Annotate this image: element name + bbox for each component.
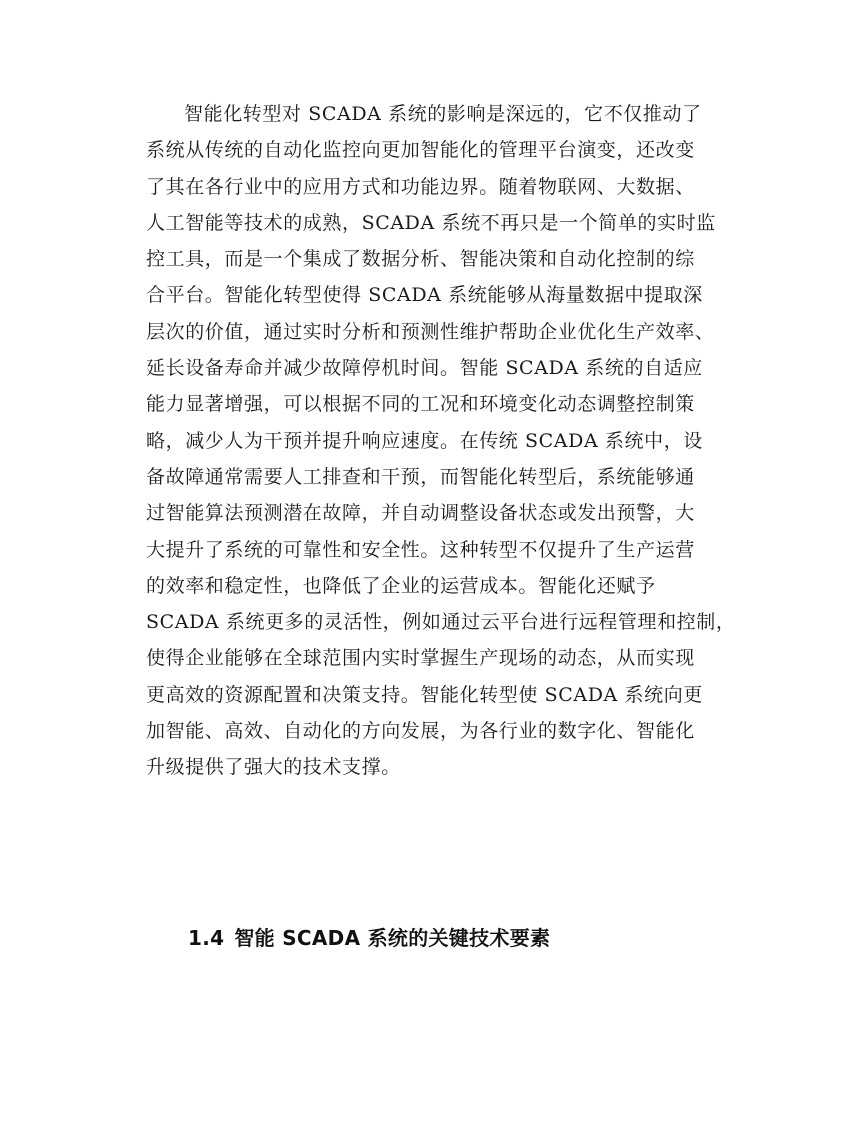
paragraph-line: 加智能、高效、自动化的方向发展，为各行业的数字化、智能化 bbox=[146, 720, 695, 743]
paragraph-line: 系统从传统的自动化监控向更加智能化的管理平台演变，还改变 bbox=[146, 139, 695, 162]
body-paragraph bbox=[146, 96, 736, 786]
paragraph-line: 升级提供了强大的技术支撑。 bbox=[146, 756, 401, 779]
paragraph-line: 了其在各行业中的应用方式和功能边界。随着物联网、大数据、 bbox=[146, 175, 695, 198]
paragraph-line: 过智能算法预测潜在故障，并自动调整设备状态或发出预警，大 bbox=[146, 502, 695, 525]
section-number: 1.4 bbox=[188, 926, 225, 950]
paragraph-line: 能力显著增强，可以根据不同的工况和环境变化动态调整控制策 bbox=[146, 393, 695, 416]
paragraph-line: 人工智能等技术的成熟，SCADA 系统不再只是一个简单的实时监 bbox=[146, 211, 716, 234]
paragraph-line: 的效率和稳定性，也降低了企业的运营成本。智能化还赋予 bbox=[146, 574, 656, 597]
paragraph-line: 延长设备寿命并减少故障停机时间。智能 SCADA 系统的自适应 bbox=[146, 357, 703, 380]
paragraph-line: 备故障通常需要人工排查和干预，而智能化转型后，系统能够通 bbox=[146, 465, 695, 488]
section-title: 智能 SCADA 系统的关键技术要素 bbox=[234, 926, 551, 950]
section-heading bbox=[188, 922, 550, 951]
paragraph-line: 略，减少人为干预并提升响应速度。在传统 SCADA 系统中，设 bbox=[146, 429, 703, 452]
paragraph-line: 层次的价值，通过实时分析和预测性维护帮助企业优化生产效率、 bbox=[146, 320, 715, 343]
paragraph-line: 大提升了系统的可靠性和安全性。这种转型不仅提升了生产运营 bbox=[146, 538, 695, 561]
paragraph-line: 控工具，而是一个集成了数据分析、智能决策和自动化控制的综 bbox=[146, 248, 695, 271]
paragraph-line: 更高效的资源配置和决策支持。智能化转型使 SCADA 系统向更 bbox=[146, 683, 703, 706]
paragraph-line: 智能化转型对 SCADA 系统的影响是深远的，它不仅推动了 bbox=[184, 103, 702, 125]
paragraph-line: 合平台。智能化转型使得 SCADA 系统能够从海量数据中提取深 bbox=[146, 284, 703, 307]
paragraph-line: SCADA 系统更多的灵活性，例如通过云平台进行远程管理和控制， bbox=[146, 611, 736, 634]
paragraph-line: 使得企业能够在全球范围内实时掌握生产现场的动态，从而实现 bbox=[146, 647, 695, 670]
